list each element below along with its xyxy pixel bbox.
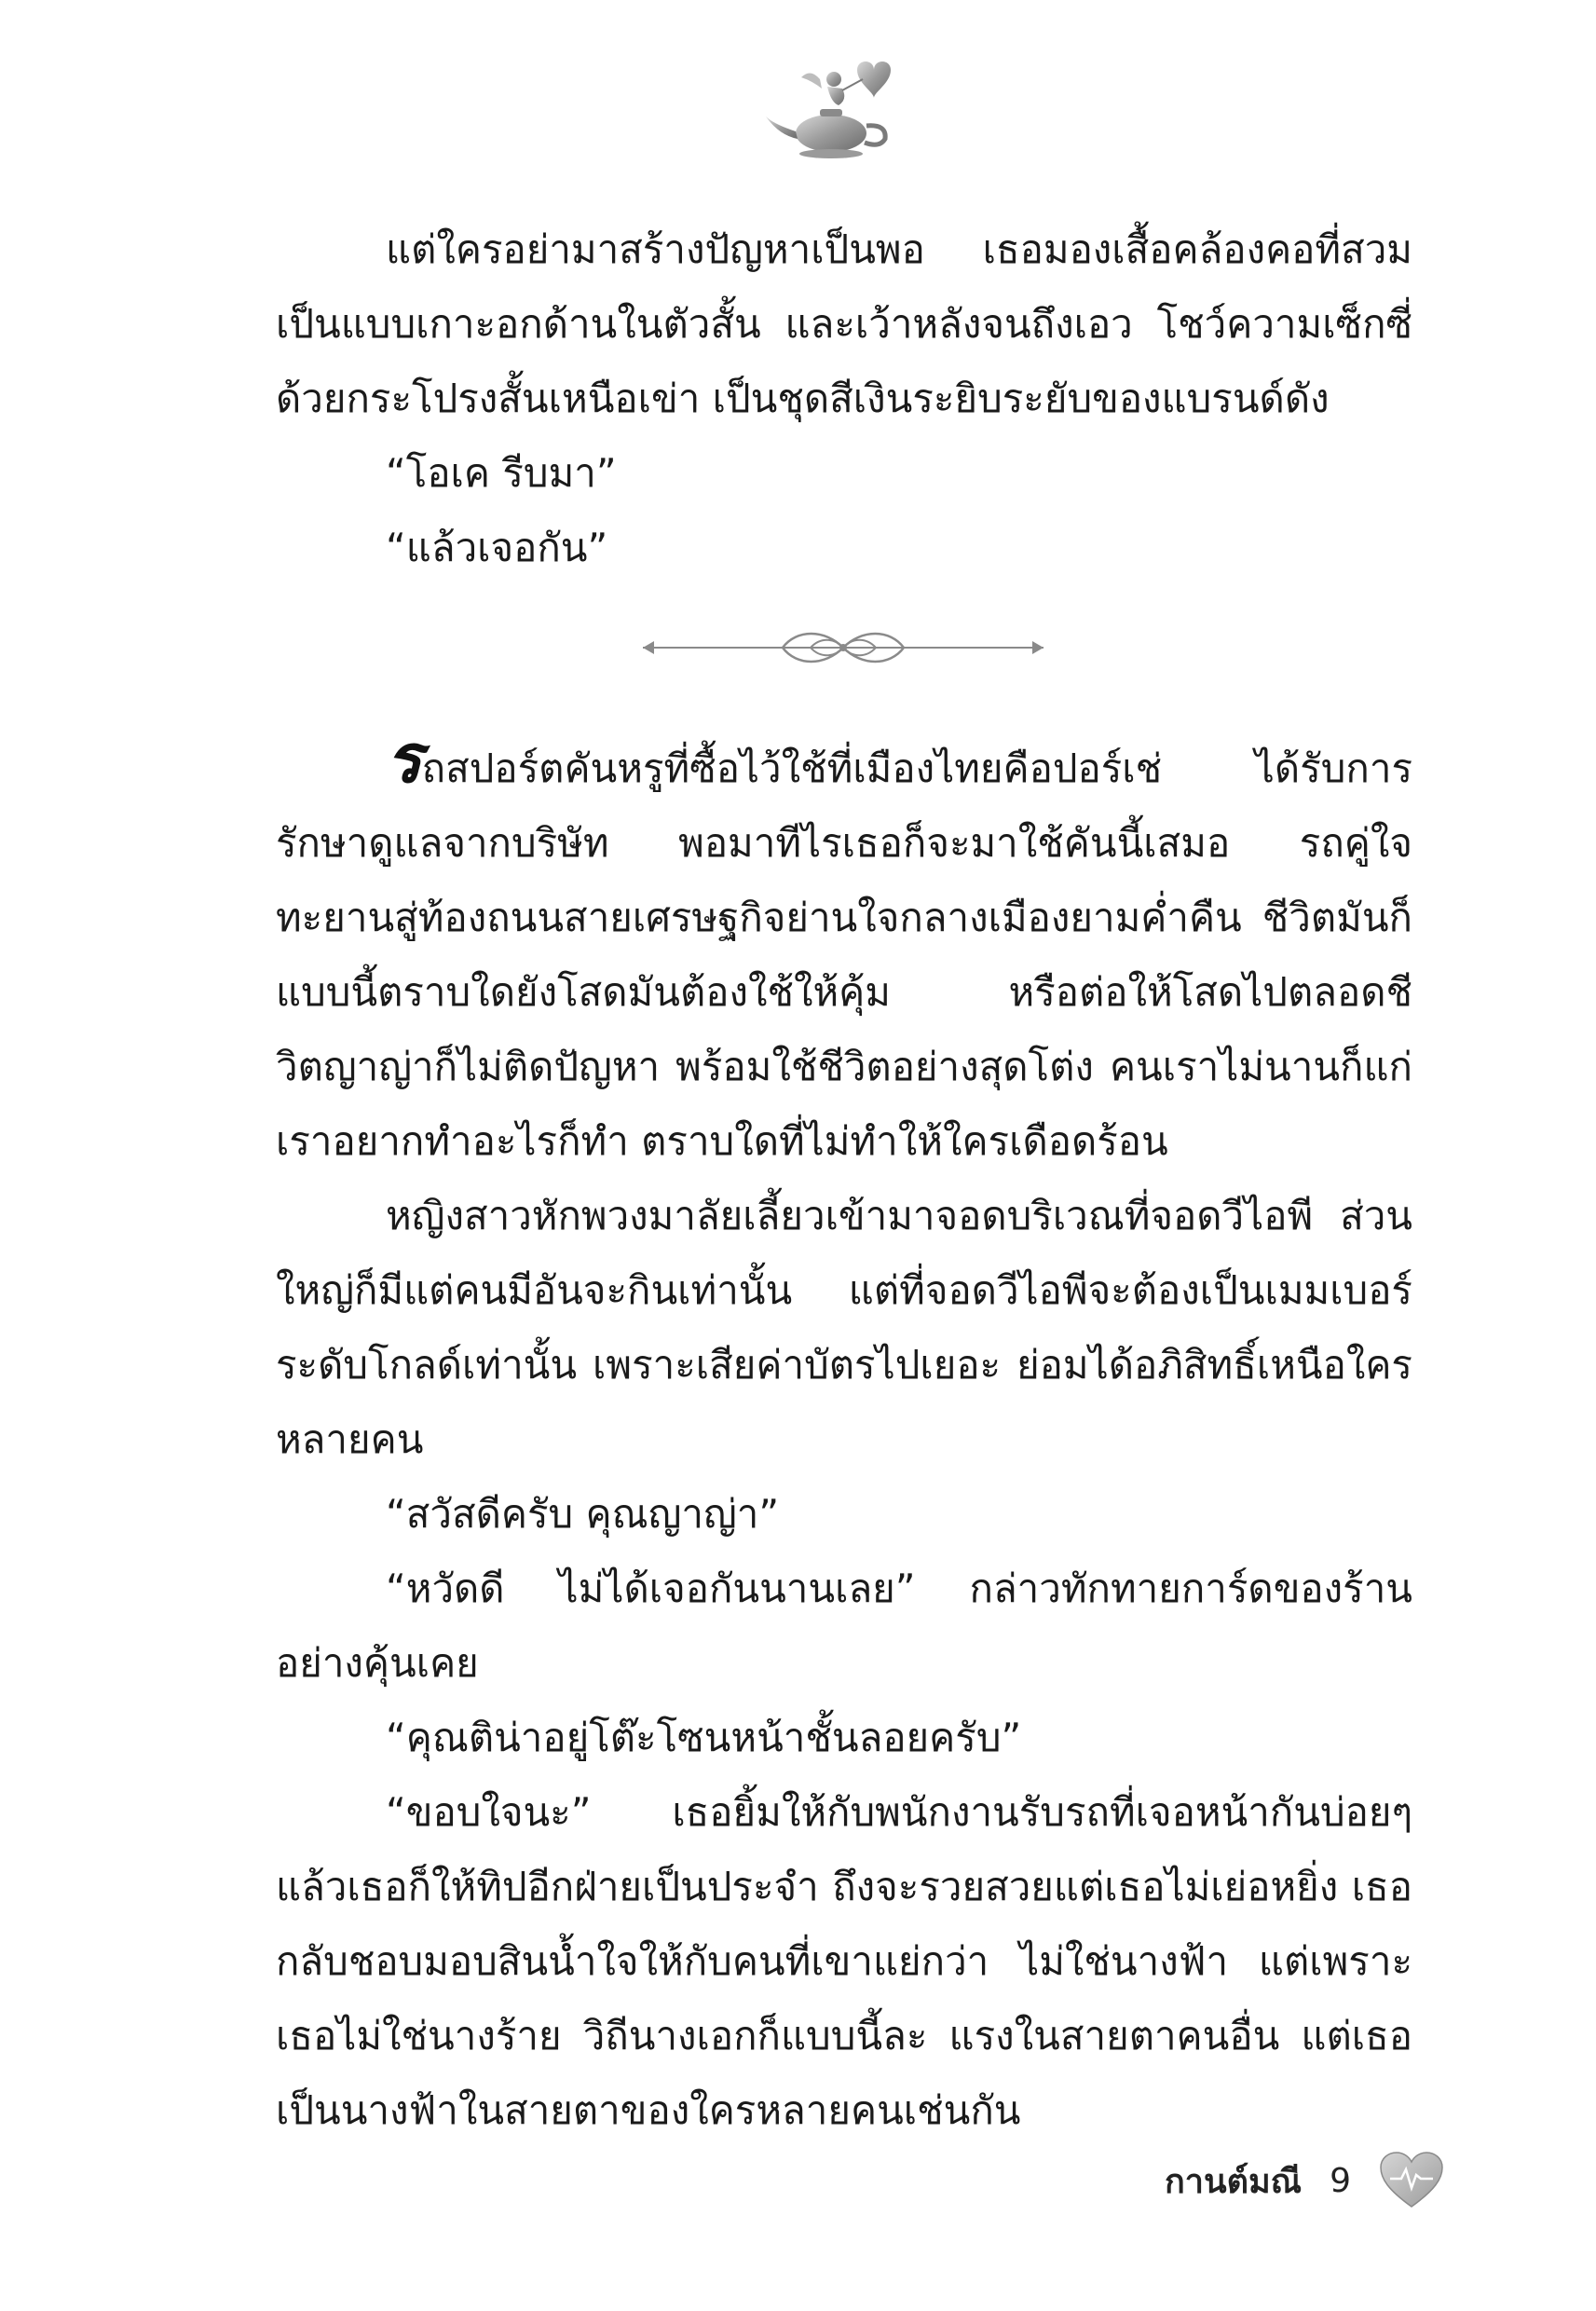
paragraph: “ขอบใจนะ” เธอยิ้มให้กับพนักงานรับรถที่เจอหน้ากันบ่อยๆ แล้วเธอก็ให้ทิปอีกฝ่ายเป็นประจำ ถึงจะรวยสวยแต่เธอไม่เย่อหยิ่ง เธอกลับชอบมอบสินน้ำใจให้กับคนที่เขาแย่กว่า ไม่ใช่นางฟ้า แต่เพราะเธอไม่ใช่นางร้าย วิถีนางเอกก็แบบนี้ละ แรงในสายตาคนอื่น แต่เธอเป็นนางฟ้าในสายตาของใครหลายคนเช่นกัน xyxy=(276,1789,1412,2133)
dialogue-line: “สวัสดีครับ คุณญาญ่า” xyxy=(386,1491,780,1537)
paragraph: “หวัดดี ไม่ได้เจอกันนานเลย” กล่าวทักทายการ์ดของร้านอย่างคุ้นเคย xyxy=(276,1566,1412,1686)
paragraph-first xyxy=(276,719,1412,1179)
heart-pulse-icon xyxy=(1379,2151,1444,2210)
text-block-top xyxy=(276,212,1412,585)
cupid-teapot-icon xyxy=(745,51,913,163)
book-title: กานต์มณี xyxy=(1164,2162,1303,2201)
paragraph-first-text: ถสปอร์ตคันหรูที่ซื้อไว้ใช้ที่เมืองไทยคือปอร์เช่ ได้รับการรักษาดูแลจากบริษัท พอมาทีไรเธอก็จะมาใช้คันนี้เสมอ รถคู่ใจทะยานสู่ท้องถนนสายเศรษฐกิจย่านใจกลางเมืองยามค่ำคืน ชีวิตมันก็แบบนี้ตราบใดยังโสดมันต้องใช้ให้คุ้ม หรือต่อให้โสดไปตลอดชีวิตญาญ่าก็ไม่ติดปัญหา พร้อมใช้ชีวิตอย่างสุดโต่ง คนเราไม่นานก็แก่ เราอยากทำอะไรก็ทำ ตราบใดที่ไม่ทำให้ใครเดือดร้อน xyxy=(276,745,1412,1164)
drop-cap: ร xyxy=(386,719,422,798)
dialogue-line: “แล้วเจอกัน” xyxy=(386,525,608,570)
page-number: 9 xyxy=(1330,2161,1351,2200)
paragraph: แต่ใครอย่ามาสร้างปัญหาเป็นพอ เธอมองเสื้อคล้องคอที่สวมเป็นแบบเกาะอกด้านในตัวสั้น และเว้าหลังจนถึงเอว โชว์ความเซ็กซี่ด้วยกระโปรงสั้นเหนือเข่า เป็นชุดสีเงินระยิบระยับของแบรนด์ดัง xyxy=(276,226,1412,421)
paragraph: หญิงสาวหักพวงมาลัยเลี้ยวเข้ามาจอดบริเวณที่จอดวีไอพี ส่วนใหญ่ก็มีแต่คนมีอันจะกินเท่านั้น แต่ที่จอดวีไอพีจะต้องเป็นเมมเบอร์ระดับโกลด์เท่านั้น เพราะเสียค่าบัตรไปเยอะ ย่อมได้อภิสิทธิ์เหนือใครหลายคน xyxy=(276,1193,1412,1462)
dialogue-line: “โอเค รีบมา” xyxy=(386,450,617,496)
page-footer xyxy=(1071,2143,1444,2218)
text-block-main xyxy=(276,719,1412,2148)
dialogue-line: “คุณติน่าอยู่โต๊ะโซนหน้าชั้นลอยครับ” xyxy=(386,1715,1022,1760)
flourish-divider-icon xyxy=(634,624,1053,671)
